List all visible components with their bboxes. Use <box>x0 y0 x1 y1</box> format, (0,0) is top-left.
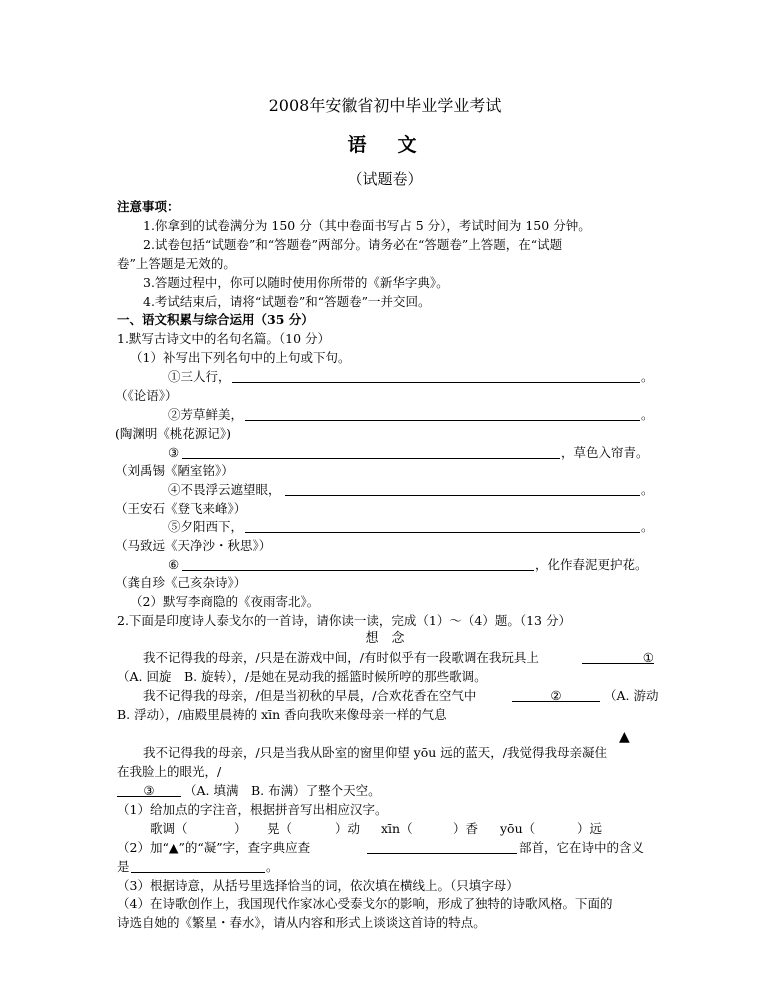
blank-1[interactable] <box>582 649 654 664</box>
q1-item-3: ③ <box>168 445 180 460</box>
q1-item-4-end: 。 <box>641 482 654 497</box>
answer-line-3[interactable] <box>182 444 560 459</box>
note-3: 3.答题过程中，你可以随时使用你所带的《新华字典》。 <box>143 275 449 290</box>
poem-line-2a-end: （A. 游动 <box>604 688 659 703</box>
exam-title: 2008年安徽省初中毕业学业考试 <box>268 96 502 115</box>
answer-line-2[interactable] <box>245 406 640 421</box>
q1-item-1-source: （《论语》） <box>115 388 178 403</box>
q2-sub4a: （4）在诗歌创作上，我国现代作家冰心受泰戈尔的影响，形成了独特的诗歌风格。下面的 <box>117 896 613 911</box>
notes-heading: 注意事项： <box>117 199 180 214</box>
answer-line-5[interactable] <box>245 518 640 533</box>
q1-item-4-source: （王安石《登飞来峰》） <box>115 501 247 516</box>
poem-line-3a: 我不记得我的母亲，/只是当我从卧室的窗里仰望 yōu 远的蓝天，/我觉得我母亲凝住 <box>143 745 608 760</box>
note-2b: 卷”上答题是无效的。 <box>117 256 236 271</box>
blank-2-label: ② <box>550 688 562 703</box>
poem-line-3c: （A. 填满 B. 布满）了整个天空。 <box>184 783 381 798</box>
note-2a: 2.试卷包括“试题卷”和“答题卷”两部分。请务必在“答题卷”上答题，在“试题 <box>143 237 563 252</box>
subject-title: 语 文 <box>347 134 423 156</box>
answer-line-meaning[interactable] <box>131 858 265 873</box>
q2-sub4b: 诗选自她的《繁星・春水》，请从内容和形式上谈谈这首诗的特点。 <box>117 915 486 930</box>
q1-item-6-source: （龚自珍《己亥杂诗》） <box>115 575 247 590</box>
answer-line-4[interactable] <box>285 481 640 496</box>
pinyin-item-2a: 晃（ <box>267 821 293 836</box>
q1-item-4: ④不畏浮云遮望眼， <box>168 482 281 497</box>
triangle-marker-icon: ▲ <box>619 729 630 745</box>
poem-line-2b: B. 浮动），/庙殿里晨祷的 xīn 香向我吹来像母亲一样的气息 <box>117 707 447 722</box>
q2-sub2b: 是 <box>117 859 130 874</box>
q1-item-3-source: （刘禹锡《陋室铭》） <box>115 463 234 478</box>
pinyin-item-1a: 歌调（ <box>150 821 188 836</box>
q1-item-1-end: 。 <box>641 369 654 384</box>
q1-sub1: （1）补写出下列名句中的上句或下句。 <box>130 350 351 365</box>
q1-item-5-source: （马致远《天净沙・秋思》） <box>115 538 272 553</box>
answer-line-1[interactable] <box>232 368 640 383</box>
q2-sub2b-end: 。 <box>266 859 279 874</box>
q1-item-1: ①三人行， <box>168 369 231 384</box>
q1-item-3-end: ，草色入帘青。 <box>561 445 649 460</box>
q2-sub2a-end: 部首，它在诗中的含义 <box>519 840 645 855</box>
blank-1-label: ① <box>642 650 654 665</box>
q1-item-6: ⑥ <box>168 557 180 572</box>
q1-sub2: （2）默写李商隐的《夜雨寄北》。 <box>130 594 320 609</box>
poem-line-3b: 在我脸上的眼光，/ <box>117 764 222 779</box>
q1-item-5-end: 。 <box>641 519 654 534</box>
section-1-heading: 一、语文积累与综合运用（35 分） <box>117 312 314 327</box>
blank-3[interactable] <box>117 782 181 797</box>
pinyin-item-3a: xīn（ <box>381 821 413 836</box>
q2-sub3: （3）根据诗意，从括号里选择恰当的词，依次填在横线上。（只填字母） <box>117 878 519 893</box>
pinyin-item-3b: ）香 <box>453 821 479 836</box>
note-1: 1.你拿到的试卷满分为 150 分（其中卷面书写占 5 分），考试时间为 150 分钟。 <box>143 218 591 233</box>
blank-2[interactable] <box>512 687 600 702</box>
poem-line-1b: （A. 回旋 B. 旋转），/是她在晃动我的摇篮时候所哼的那些歌调。 <box>117 669 487 684</box>
poem-title: 想 念 <box>365 631 405 646</box>
paper-type: （试题卷） <box>347 170 423 188</box>
q2-stem: 2.下面是印度诗人泰戈尔的一首诗，请你读一读，完成（1）～（4）题。（13 分） <box>117 613 571 628</box>
q1-item-5: ⑤夕阳西下， <box>168 519 244 534</box>
answer-line-6[interactable] <box>182 556 534 571</box>
pinyin-item-2b: ）动 <box>335 821 361 836</box>
q1-item-6-end: ，化作春泥更护花。 <box>535 557 648 572</box>
pinyin-item-4a: yōu（ <box>500 821 536 836</box>
q2-sub2a: （2）加“▲”的“凝”字，查字典应查 <box>117 840 311 855</box>
q2-sub1: （1）给加点的字注音，根据拼音写出相应汉字。 <box>117 802 388 817</box>
poem-line-2a: 我不记得我的母亲，/但是当初秋的早晨，/合欢花香在空气中 <box>143 688 477 703</box>
q1-item-2-source: (陶渊明《桃花源记》) <box>115 426 232 441</box>
pinyin-item-4b: ）远 <box>577 821 603 836</box>
note-4: 4.考试结束后，请将“试题卷”和“答题卷”一并交回。 <box>143 294 431 309</box>
blank-3-label: ③ <box>143 783 155 798</box>
q1-item-2-end: 。 <box>641 407 654 422</box>
q1-stem: 1.默写古诗文中的名句名篇。（10 分） <box>117 331 331 346</box>
pinyin-item-1b: ） <box>234 821 247 836</box>
q1-item-2: ②芳草鲜美， <box>168 407 244 422</box>
answer-line-radical[interactable] <box>367 839 517 854</box>
poem-line-1a: 我不记得我的母亲，/只是在游戏中间，/有时似乎有一段歌调在我玩具上 <box>143 650 539 665</box>
